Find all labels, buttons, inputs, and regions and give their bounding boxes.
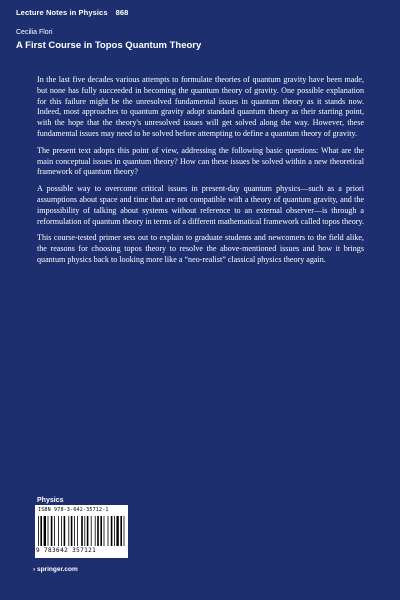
subject-label: Physics [37,497,64,504]
barcode-icon [38,516,125,546]
blurb-paragraph: In the last five decades various attempts to formulate theories of quantum gravity have been made, but none has fully succeeded in becoming the quantum theory of gravity. One possible explanation for this failure might be the unresolved fundamental issues in quantum theory as it stands now. Indeed, most approaches to quantum gravity adopt standard quantum theory as their starting point, with the hope that the theory's unresolved issues will get solved along the way. However, these fundamental issues may need to be solved before attempting to define a quantum theory of gravity. [37,75,364,138]
book-title: A First Course in Topos Quantum Theory [16,40,202,51]
blurb-paragraph: A possible way to overcome critical issues in present-day quantum physics—such as a priori assumptions about space and time that are not compatible with a theory of quantum gravity, and the impossibility of talking about systems without reference to an external observer—is through a reformulation of quantum theory in terms of a different mathematical framework called topos theory. [37,184,365,226]
series-name: Lecture Notes in Physics [16,8,108,17]
publisher-url-link[interactable]: › springer.com [33,566,78,573]
isbn-label: ISBN 978-3-642-35712-1 [38,507,109,513]
blurb-paragraph: This course-tested primer sets out to explain to graduate students and newcomers to the field alike, the reasons for choosing topos theory to resolve the above-mentioned issues and how it brings quantum physics back to looking more like a “neo-realist” classical physics theory again. [37,233,364,264]
isbn-barcode-box [35,505,128,558]
blurb-text [37,75,364,272]
series-number: 868 [115,8,129,17]
blurb-paragraph: The present text adopts this point of view, addressing the following basic questions: What are the main conceptual issues in quantum theory? How can these issues be solved within a new theoretical framework of quantum theory? [37,145,364,177]
barcode-digits: 9 783642 357121 [36,547,97,554]
series-line [16,8,128,17]
author-name: Cecilia Flori [16,29,53,36]
